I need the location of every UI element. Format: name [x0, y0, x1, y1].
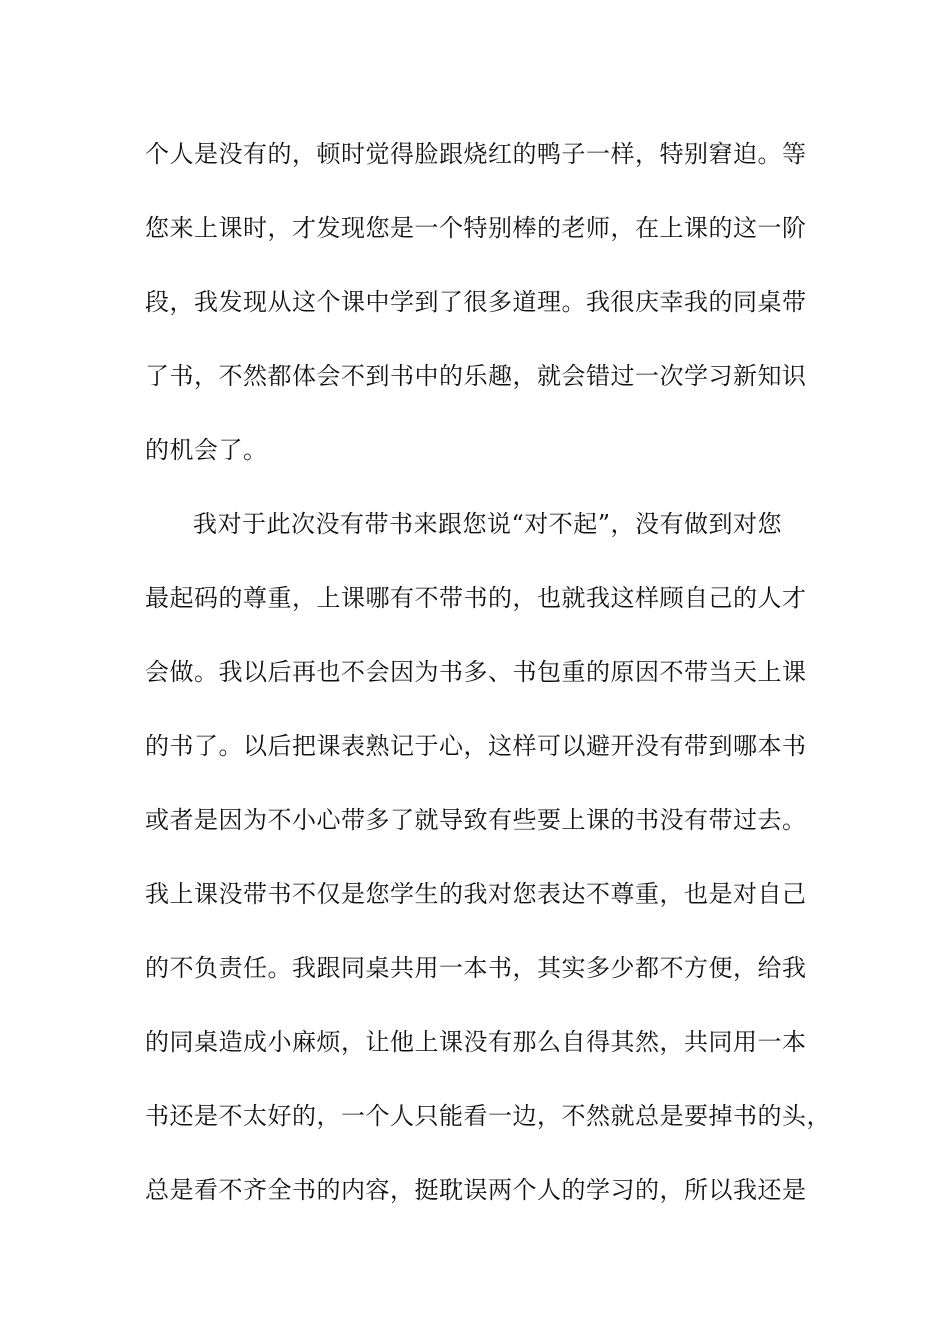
text-line: 我上课没带书不仅是您学生的我对您表达不尊重，也是对自己 [145, 880, 807, 908]
text-line: 的书了。以后把课表熟记于心，这样可以避开没有带到哪本书 [145, 732, 807, 760]
text-line: 总是看不齐全书的内容，挺耽误两个人的学习的，所以我还是 [145, 1176, 807, 1204]
paragraph-start-line: 我对于此次没有带书来跟您说“对不起”，没有做到对您 [193, 510, 783, 538]
text-line: 最起码的尊重，上课哪有不带书的，也就我这样顾自己的人才 [145, 584, 807, 612]
body-text [145, 130, 831, 1240]
text-line: 段，我发现从这个课中学到了很多道理。我很庆幸我的同桌带 [145, 288, 807, 316]
text-line: 或者是因为不小心带多了就导致有些要上课的书没有带过去。 [145, 806, 807, 834]
text-line: 的机会了。 [145, 436, 268, 464]
text-line: 了书，不然都体会不到书中的乐趣，就会错过一次学习新知识 [145, 362, 807, 390]
text-line: 个人是没有的，顿时觉得脸跟烧红的鸭子一样，特别窘迫。等 [145, 140, 807, 168]
text-line: 您来上课时，才发现您是一个特别棒的老师，在上课的这一阶 [145, 214, 807, 242]
text-line: 的同桌造成小麻烦，让他上课没有那么自得其然，共同用一本 [145, 1028, 807, 1056]
text-line: 会做。我以后再也不会因为书多、书包重的原因不带当天上课 [145, 658, 807, 686]
text-line: 的不负责任。我跟同桌共用一本书，其实多少都不方便，给我 [145, 954, 807, 982]
text-line: 书还是不太好的，一个人只能看一边，不然就总是要掉书的头， [145, 1102, 831, 1130]
